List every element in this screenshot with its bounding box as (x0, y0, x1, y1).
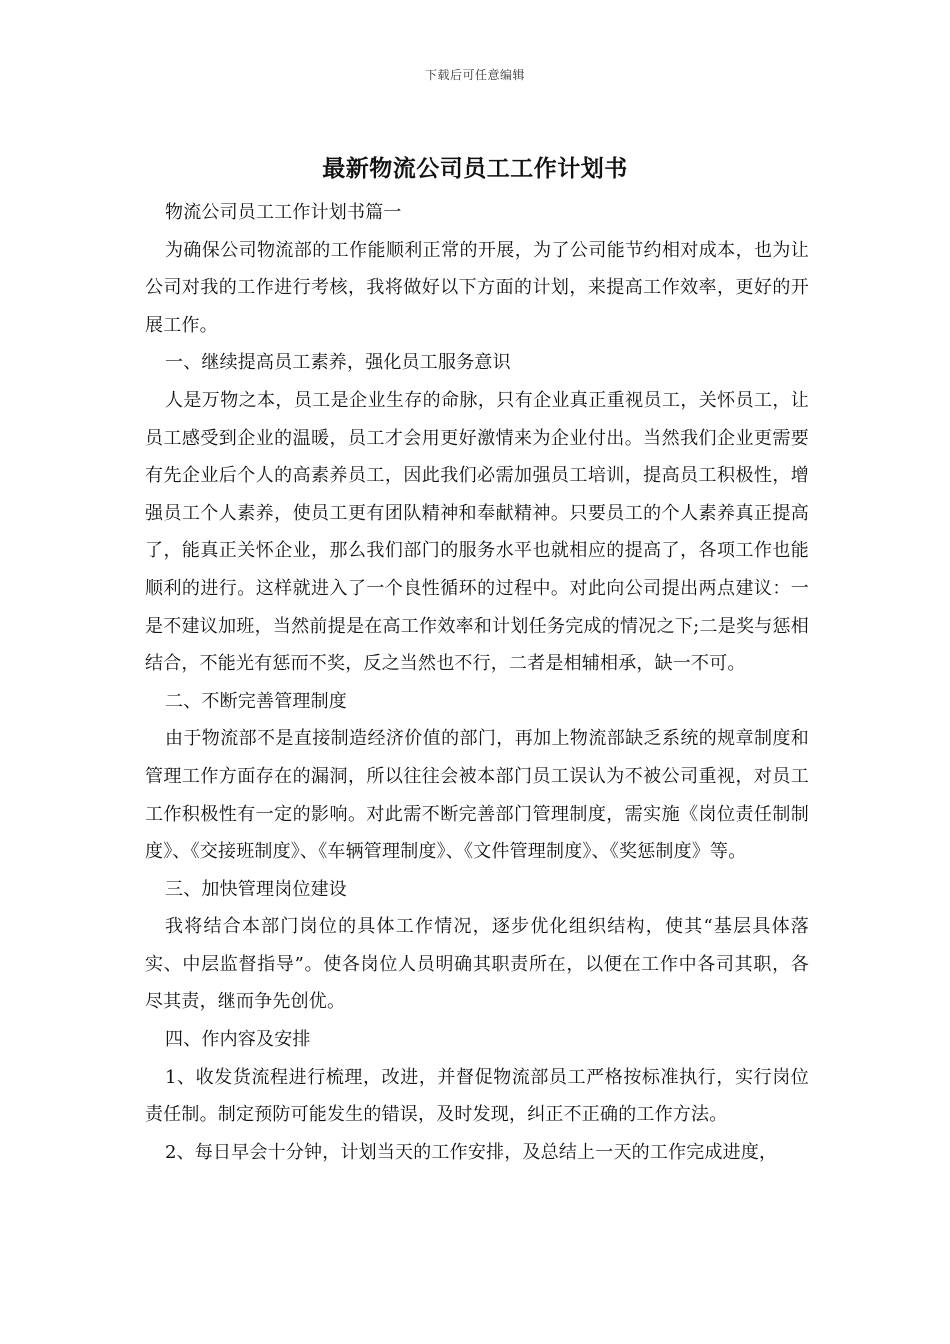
list-item: 2、每日早会十分钟，计划当天的工作安排，及总结上一天的工作完成进度， (165, 1141, 778, 1163)
paragraph: 为确保公司物流部的工作能顺利正常的开展，为了公司能节约相对成本，也为让公司对我的工作进行考核，我将做好以下方面的计划，来提高工作效率，更好的开展工作。 (145, 239, 809, 336)
list-item: 1、收发货流程进行梳理，改进，并督促物流部员工严格按标准执行，实行岗位责任制。制定预防可能发生的错误，及时发现，纠正不正确的工作方法。 (145, 1066, 809, 1126)
document-title: 最新物流公司员工工作计划书 (322, 155, 628, 182)
section-heading: 一、继续提高员工素养，强化员工服务意识 (165, 352, 511, 374)
section-subtitle: 物流公司员工工作计划书篇一 (165, 202, 402, 223)
section-heading: 二、不断完善管理制度 (165, 690, 347, 712)
paragraph: 人是万物之本，员工是企业生存的命脉，只有企业真正重视员工，关怀员工，让员工感受到企业的温暖，员工才会用更好激情来为企业付出。当然我们企业更需要有先企业后个人的高素养员工，因此我们必需加强员工培训，提高员工积极性，增强员工个人素养，使员工更有团队精神和奉献精神。只要员工的个人素养真正提高了，能真正关怀企业，那么我们部门的服务水平也就相应的提高了，各项工作也能顺利的进行。这样就进入了一个良性循环的过程中。对此向公司提出两点建议：一是不建议加班，当然前提是在高工作效率和计划任务完成的情况之下;二是奖与惩相结合，不能光有惩而不奖，反之当然也不行，二者是相辅相承，缺一不可。 (145, 389, 809, 675)
document-body (145, 194, 809, 1171)
section-heading: 三、加快管理岗位建设 (165, 878, 347, 900)
paragraph: 由于物流部不是直接制造经济价值的部门，再加上物流部缺乏系统的规章制度和管理工作方面存在的漏洞，所以往往会被本部门员工误认为不被公司重视，对员工工作积极性有一定的影响。对此需不断完善部门管理制度，需实施《岗位责任制制度》、《交接班制度》、《车辆管理制度》、《文件管理制度》、《奖惩制度》等。 (145, 728, 809, 863)
section-heading: 四、作内容及安排 (165, 1029, 311, 1051)
paragraph: 我将结合本部门岗位的具体工作情况，逐步优化组织结构，使其“基层具体落实、中层监督指导”。使各岗位人员明确其职责所在，以便在工作中各司其职，各尽其责，继而争先创优。 (145, 916, 809, 1013)
header-note: 下载后可任意编辑 (424, 68, 525, 82)
